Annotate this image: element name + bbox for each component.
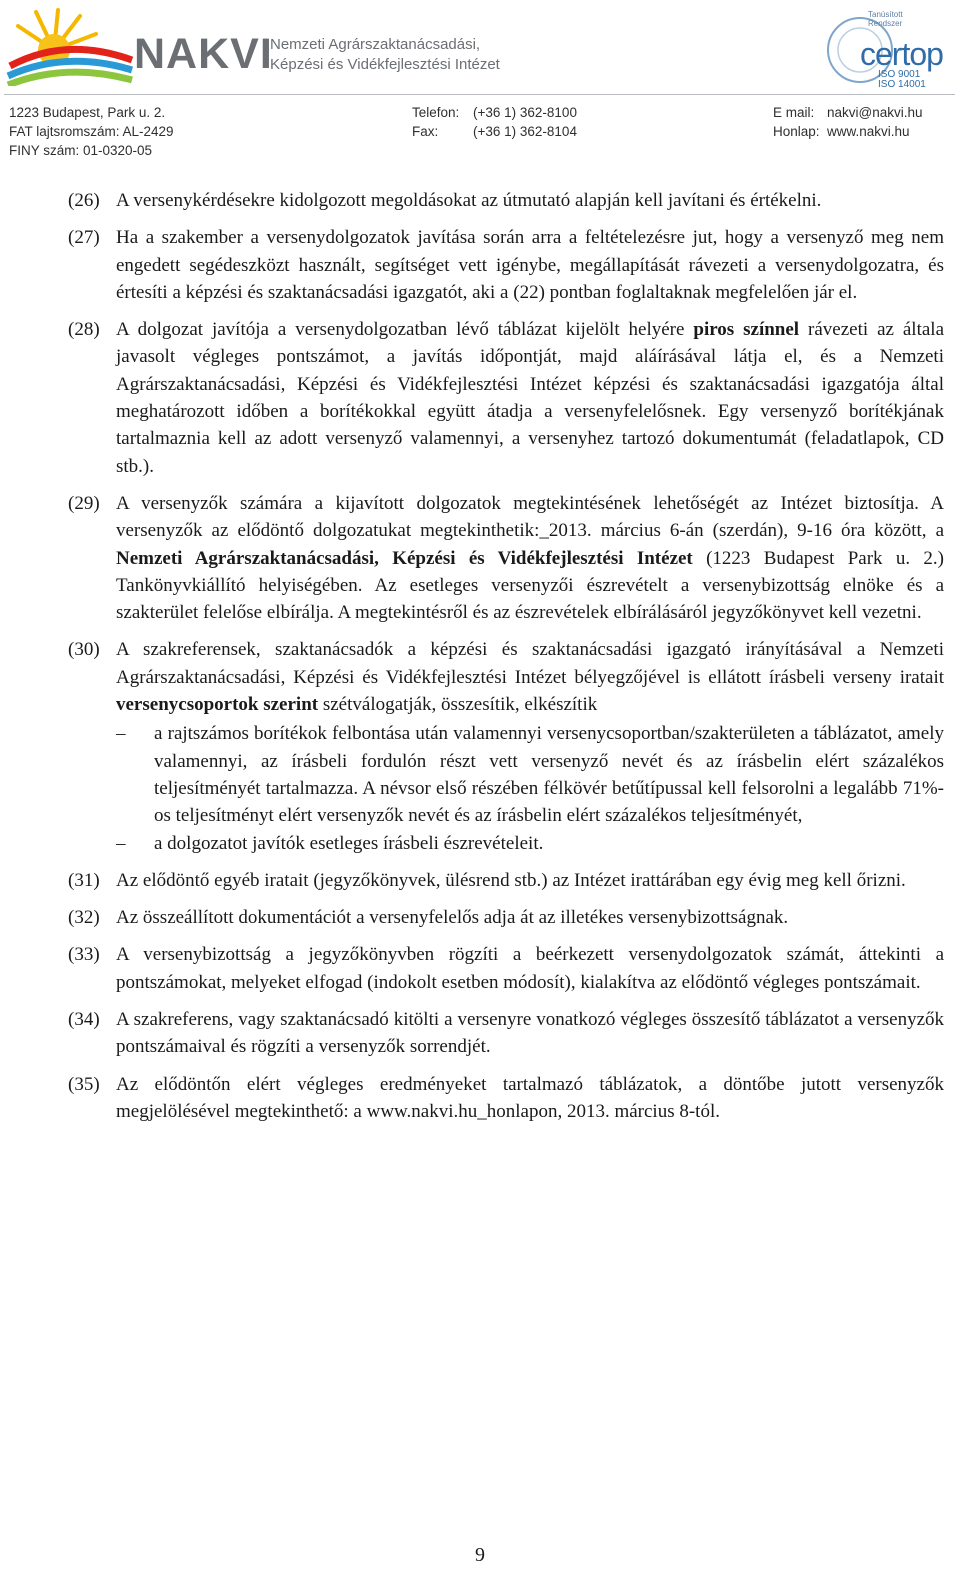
- certop-badge: [826, 4, 952, 94]
- paragraph-33: [68, 941, 944, 996]
- page-number: 9: [475, 1544, 485, 1566]
- paragraph-text: Az elődöntőn elért végleges eredményeket tartalmazó táblázatok, a döntőbe jutott versenyzők megjelölésével megtekinthető: a www.nakvi.hu_honlapon, 2013. március 8-tól.: [116, 1073, 944, 1122]
- fax-number: (+36 1) 362-8104: [473, 124, 577, 139]
- paragraph-text: [116, 316, 944, 480]
- paragraph-26: [68, 187, 944, 214]
- text-run: A szakreferensek, szaktanácsadók a képzési és szaktanácsadási igazgató irányításával a Nemzeti Agrárszaktanácsadási, Képzési és Vidékfejlesztési Intézet bélyegzőjével is ellátott írásbeli verseny iratait: [116, 639, 944, 688]
- list-item-text: a dolgozatot javítók esetleges írásbeli észrevételeit.: [154, 832, 544, 854]
- web-label: Honlap:: [773, 124, 820, 139]
- list-item-text: a rajtszámos borítékok felbontása után valamennyi versenycsoportban/szakterületen a táblázatot, amely valamennyi, az írásbeli fordulón részt vett versenyző nevét és az írásbelin elért százalékos teljesítményét tartalmazza. A névsor első részében félkövér betűtípussal kell felsorolni a legalább 71%-os teljesítményt elért versenyzők nevét és az írásbelin elért százalékos teljesítményét,: [154, 723, 944, 827]
- text-run: A dolgozat javítója a versenydolgozatban lévő táblázat kijelölt helyére: [116, 319, 694, 341]
- paragraph-number: (35): [68, 1073, 100, 1095]
- bold-run: versenycsoportok szerint: [116, 694, 319, 716]
- cert-caption-line-1: Tanúsított: [868, 10, 903, 19]
- paragraph-29: [68, 490, 944, 626]
- institute-line-1: Nemzeti Agrárszaktanácsadási,: [270, 36, 481, 53]
- paragraph-32: [68, 904, 944, 931]
- contact-phone-block: [412, 103, 577, 141]
- paragraph-number: (26): [68, 190, 100, 211]
- text-run: rávezeti az általa javasolt végleges pontszámot, a javítás időpontját, majd aláírásával látja el, és a Nemzeti Agrárszaktanácsadási, Képzési és Vidékfejlesztési Intézet képzési és szaktanácsadási igazgatója által meghatározott időben a borítékokkal együtt átadja a versenyfelelősnek. Egy versenyző borítékjának tartalmaznia kell az adott versenyző valamennyi, a versenyhez tartozó dokumentumát (feladatlapok, CD stb.).: [116, 319, 945, 477]
- letterhead: [0, 0, 960, 170]
- email-address: nakvi@nakvi.hu: [827, 105, 923, 120]
- phone-number: (+36 1) 362-8100: [473, 105, 577, 120]
- paragraph-text: [116, 490, 944, 626]
- paragraph-30: [68, 636, 944, 856]
- certop-wordmark: certop: [860, 36, 943, 72]
- nakvi-sun-logo-icon: [6, 6, 136, 86]
- contact-online-block: [773, 103, 923, 141]
- phone-label: Telefon:: [412, 105, 460, 120]
- address: 1223 Budapest, Park u. 2.: [9, 105, 166, 120]
- paragraph-number: (31): [68, 869, 100, 891]
- iso-labels: [878, 70, 926, 90]
- paragraph-34: [68, 1006, 944, 1061]
- paragraph-text: [116, 636, 944, 856]
- cert-caption-line-2: Rendszer: [868, 19, 903, 28]
- paragraph-27: [68, 224, 944, 306]
- paragraph-31: [68, 867, 944, 894]
- paragraph-number: (32): [68, 907, 100, 929]
- paragraph-number: (33): [68, 944, 100, 966]
- list-item: [116, 720, 944, 829]
- web-address: www.nakvi.hu: [827, 124, 910, 139]
- paragraph-text: Az elődöntő egyéb iratait (jegyzőkönyvek, ülésrend stb.) az Intézet irattárában egy évig meg kell őrizni.: [116, 869, 906, 891]
- institute-line-2: Képzési és Vidékfejlesztési Intézet: [270, 56, 500, 73]
- paragraph-number: (29): [68, 492, 100, 514]
- bold-run: piros színnel: [693, 319, 800, 341]
- email-label: E mail:: [773, 105, 815, 120]
- paragraph-number: (34): [68, 1009, 100, 1031]
- fax-label: Fax:: [412, 124, 439, 139]
- paragraph-number: (28): [68, 319, 100, 341]
- document-body: [68, 187, 944, 1135]
- paragraph-text: A versenybizottság a jegyzőkönyvben rögzíti a beérkezett versenydolgozatok számát, áttekinti a pontszámokat, melyeket elfogad (indokolt esetben módosít), kialakítva az elődöntő végleges pontszámait.: [116, 944, 944, 993]
- iso-9001: ISO 9001: [878, 69, 921, 80]
- paragraph-text: Ha a szakember a versenydolgozatok javítása során arra a feltételezésre jut, hogy a versenyző meg nem engedett segédeszközt használt, segítséget vett igénybe, megállapítását rávezeti a versenydolgozatra, és értesíti a képzési és szaktanácsadási igazgatót, aki a (22) pontban foglaltaknak megfelelően jár el.: [116, 227, 944, 303]
- bold-run: Nemzeti Agrárszaktanácsadási, Képzési és Vidékfejlesztési Intézet: [116, 547, 693, 569]
- paragraph-28: [68, 316, 944, 480]
- dash-bullet: –: [116, 832, 126, 854]
- fat-number: FAT lajtsromszám: AL-2429: [9, 124, 174, 139]
- paragraph-number: (30): [68, 639, 100, 661]
- paragraph-text: A versenykérdésekre kidolgozott megoldásokat az útmutató alapján kell javítani és értékelni.: [116, 190, 822, 211]
- paragraph-number: (27): [68, 227, 100, 249]
- paragraph-35: [68, 1071, 944, 1126]
- contact-address-block: [9, 103, 174, 160]
- brand-name: NAKVI: [134, 30, 273, 78]
- text-run: szétválogatják, összesítik, elkészítik: [318, 694, 598, 716]
- finy-number: FINY szám: 01-0320-05: [9, 143, 153, 158]
- iso-14001: ISO 14001: [878, 79, 926, 90]
- paragraph-text: Az összeállított dokumentációt a versenyfelelős adja át az illetékes versenybizottságnak.: [116, 907, 789, 929]
- institute-name: [270, 35, 500, 75]
- header-divider: [4, 94, 955, 95]
- cert-caption: [868, 10, 903, 28]
- text-run: (1223 Budapest Park u. 2.) Tankönyvkiállító helyiségében. Az esetleges versenyzői észrevételt a versenybizottság elnöke és a szakterület felelőse elbírálja. A megtekintésről és az észrevételek elbírálásáról jegyzőkönyvet kell vezetni.: [116, 547, 944, 624]
- list-item: [116, 830, 944, 857]
- paragraph-text: A szakreferens, vagy szaktanácsadó kitölti a versenyre vonatkozó végleges összesítő táblázatot a versenyzők pontszámaival és rögzíti a versenyzők sorrendjét.: [116, 1009, 944, 1058]
- bullet-list: [116, 720, 944, 856]
- text-run: A versenyzők számára a kijavított dolgozatok megtekintésének lehetőségét az Intézet biztosítja. A versenyzők az elődöntő dolgozatukat megtekinthetik:_2013. március 6-án (szerdán), 9-16 óra között, a: [116, 492, 944, 542]
- dash-bullet: –: [116, 723, 126, 745]
